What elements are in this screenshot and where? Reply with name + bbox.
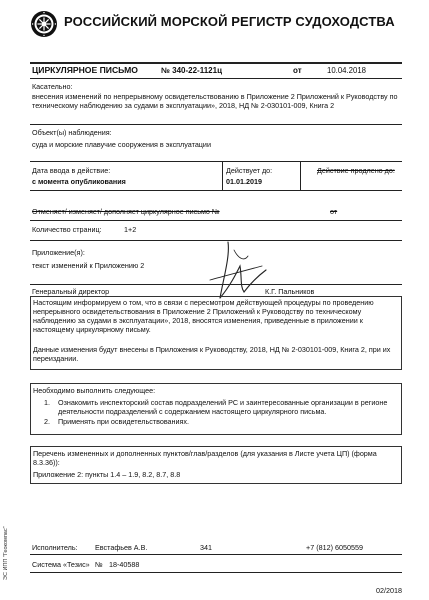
divider: [30, 190, 402, 191]
changes-label: Перечень измененных и дополненных пунктов/глав/разделов (для указания в Листе учета ЦП) (форма 8.3.36)):: [33, 449, 377, 467]
circular-number: № 340-22-1121ц: [161, 66, 222, 75]
divider: [30, 284, 402, 285]
side-stamp: ЭС ИПП "Геокомпас": [3, 526, 9, 580]
effective-date-value: с момента опубликования: [32, 177, 126, 186]
action-item-1: Ознакомить инспекторский состав подразделений РС и заинтересованные организации в регионе деятельности подразделений с содержанием настоящего циркулярного письма.: [58, 398, 388, 416]
executor-name: Евстафьев А.В.: [95, 543, 148, 552]
page-count-label: Количество страниц:: [32, 225, 102, 234]
extended-until-label: Действие продлено до:: [317, 166, 395, 175]
valid-until-value: 01.01.2019: [226, 177, 262, 186]
changes-text: Приложение 2: пункты 1.4 – 1.9, 8.2, 8.7, 8.8: [33, 470, 181, 479]
effective-date-label: Дата ввода в действие:: [32, 166, 111, 175]
circular-date-label: от: [293, 66, 302, 75]
divider: [30, 78, 402, 79]
action-item-number: 2.: [44, 417, 50, 426]
executor-phone: +7 (812) 6050559: [306, 543, 363, 552]
divider: [30, 554, 402, 555]
divider: [30, 62, 402, 64]
body-paragraph-1: Настоящим информируем о том, что в связи с пересмотром действующей процедуры по проведению непрерывного освидетельствования в Приложение 2 Приложений к Руководству по техническому наблюдению за судами в эксплуатации», 2018, вносятся изменения, приведенные в приложении к настоящему циркулярному письму.: [33, 298, 374, 334]
action-item-2: Применять при освидетельствованиях.: [58, 417, 190, 426]
divider: [30, 124, 402, 125]
circular-date: 10.04.2018: [327, 66, 367, 75]
divider: [30, 572, 402, 573]
divider: [30, 161, 402, 162]
appendix-text: текст изменений к Приложению 2: [32, 261, 145, 270]
system-label: Система «Тезис»: [32, 560, 90, 569]
divider: [222, 162, 223, 190]
objects-label: Объект(ы) наблюдения:: [32, 128, 112, 137]
divider: [300, 162, 301, 190]
valid-until-label: Действует до:: [226, 166, 273, 175]
cancels-from-label: от: [330, 207, 338, 216]
appendix-label: Приложение(я):: [32, 248, 85, 257]
action-item-number: 1.: [44, 398, 50, 407]
cancels-text: Отменяет/ изменяет/ дополняет циркулярное письмо №: [32, 207, 220, 216]
subject-label: Касательно:: [32, 82, 73, 91]
actions-intro: Необходимо выполнить следующее:: [33, 386, 156, 395]
subject-text: внесения изменений по непрерывному освидетельствованию в Приложение 2 Приложений к Руководству по техническому наблюдению за судами в эксплуатации», 2018, НД № 2-030101-009, Книга 2: [32, 92, 398, 110]
rs-register-emblem-icon: [30, 10, 58, 38]
executor-label: Исполнитель:: [32, 543, 78, 552]
signatory-position: Генеральный директор: [32, 287, 110, 296]
document-type-title: ЦИРКУЛЯРНОЕ ПИСЬМО: [32, 65, 138, 75]
executor-extension: 341: [200, 543, 212, 552]
divider: [30, 220, 402, 221]
system-number: 18-40588: [109, 560, 140, 569]
objects-text: суда и морские плавучие сооружения в эксплуатации: [32, 140, 211, 149]
signatory-name: К.Г. Пальников: [265, 287, 315, 296]
page-count-value: 1+2: [124, 225, 137, 234]
system-number-label: №: [95, 560, 103, 569]
body-paragraph-2: Данные изменения будут внесены в Приложения к Руководству, 2018, НД № 2-030101-009, Книга 2, при их переиздании.: [33, 345, 391, 363]
form-code: 02/2018: [376, 586, 402, 595]
organization-title: РОССИЙСКИЙ МОРСКОЙ РЕГИСТР СУДОХОДСТВА: [64, 14, 395, 29]
